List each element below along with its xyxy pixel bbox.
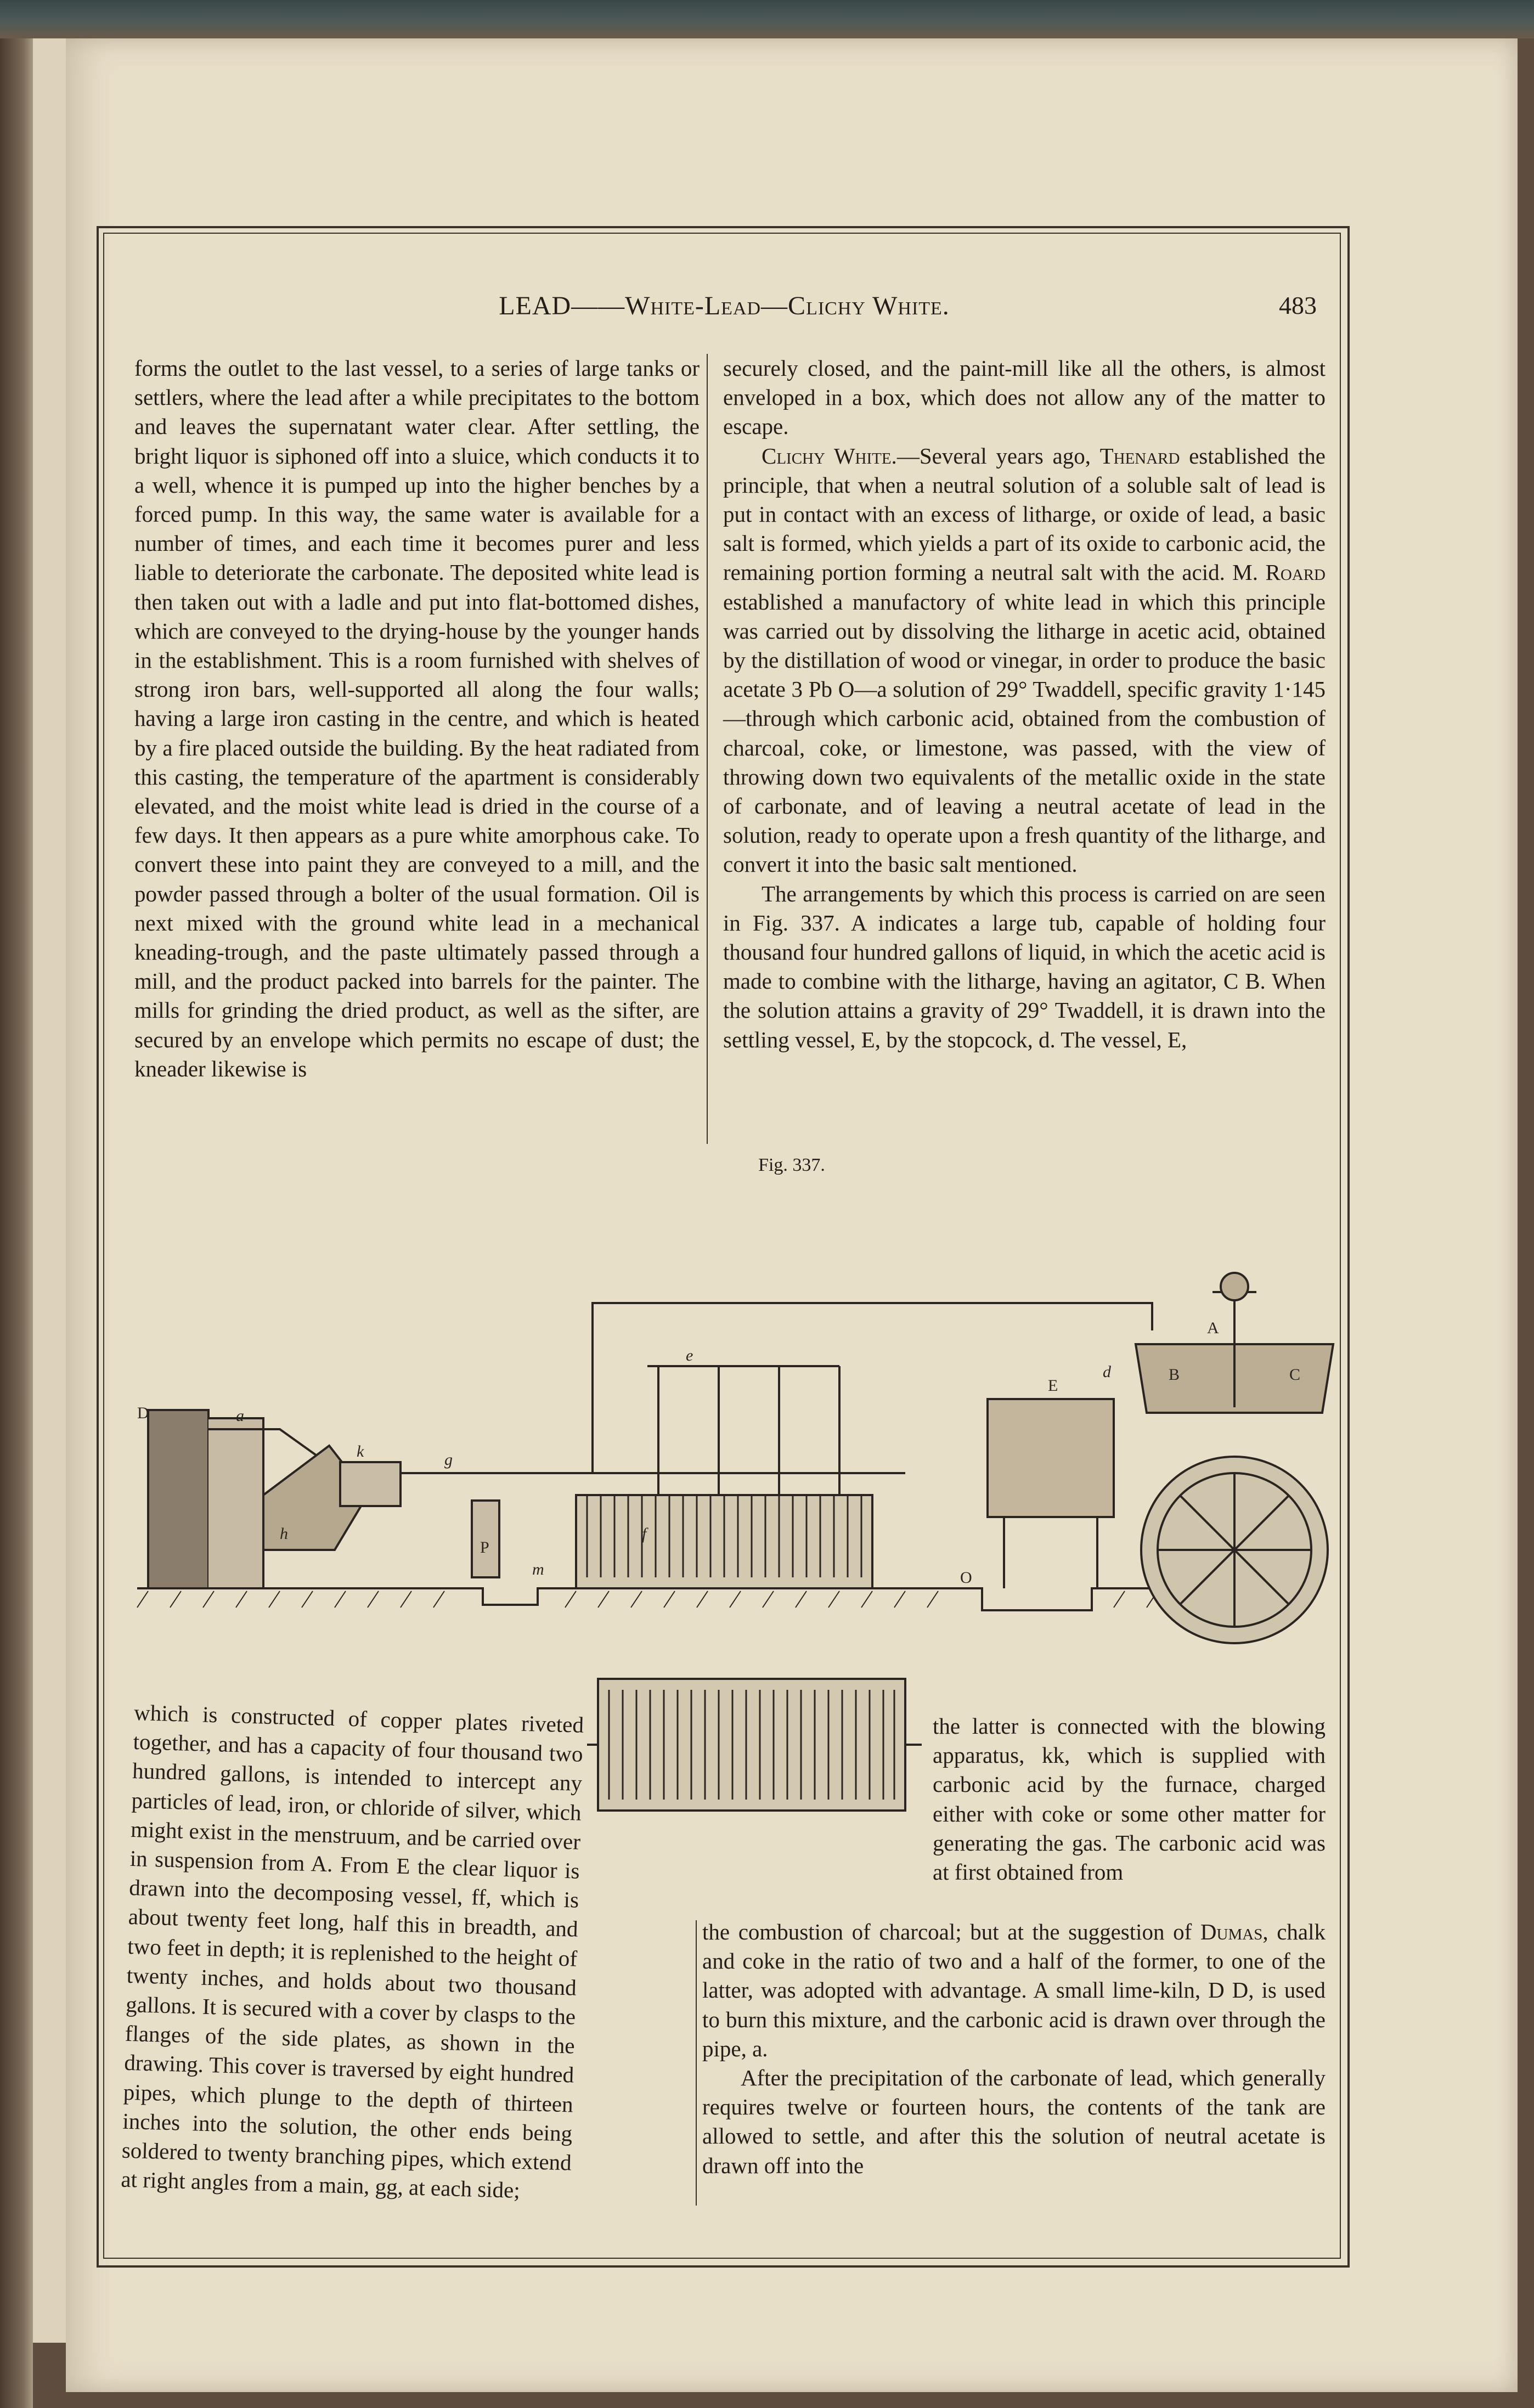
right-paragraph-3: The arrangements by which this process is carried on are seen in Fig. 337. A indicates a large tub, capable of holding four thousand four hundred gallons of liquid, in which the acetic acid is made to combine with the litharge, having an agitator, C B. When the solution attains a gravity of 29° Twaddell, it is drawn into the settling vessel, E, by the stopcock, d. The vessel, E, bbox=[723, 881, 1326, 1052]
right-paragraph-1: securely closed, and the paint-mill like all the others, is almost enveloped in a box, which does not allow any of the matter to escape. bbox=[723, 356, 1326, 439]
label-E: E bbox=[1048, 1377, 1058, 1395]
left-paragraph-1: forms the outlet to the last vessel, to a series of large tanks or settlers, where the lead after a while precipitates to the bottom and leaves the supernatant water clear. After settling, the bright liquor is siphoned off into a sluice, which conducts it to a well, whence it is pumped up into the higher benches by a forced pump. In this way, the same water is available for a number of times, and each time it becomes purer and less liable to deteriorate the carbonate. The deposited white lead is then taken out with a ladle and put into flat-bottomed dishes, which are conveyed to the drying-house by the younger hands in the establishment. This is a room furnished with shelves of strong iron bars, well-supported all along the four walls; having a large iron casting in the centre, and which is heated by a fire placed outside the building. By the heat radiated from this casting, the temperature of the apartment is considerably elevated, and the moist white lead is dried in the course of a few days. It then appears as a pure white amorphous cake. To convert these into paint they are conveyed to a mill, and the powder passed through a bolter of the usual formation. Oil is next mixed with the ground white lead in a mechanical kneading-trough, and the paste ultimately passed through a mill, and the product packed into barrels for the painter. The mills for grinding the dried product, as well as the sifter, are secured by an envelope which permits no escape of dust; the kneader likewise is bbox=[134, 356, 700, 1081]
settling-vessel-E bbox=[988, 1399, 1114, 1517]
name-thenard: Thenard bbox=[1099, 443, 1180, 469]
bottom-right-text bbox=[702, 1918, 1326, 2180]
label-a: a bbox=[236, 1407, 244, 1425]
label-m: m bbox=[532, 1560, 544, 1578]
running-title: LEAD——White-Lead—Clichy White. bbox=[499, 291, 950, 320]
label-B: B bbox=[1169, 1366, 1180, 1384]
running-head bbox=[132, 291, 1317, 329]
label-D: D bbox=[137, 1404, 149, 1422]
right-column bbox=[723, 354, 1326, 1054]
right-p2-part2: established the principle, that when a neutral solution of a soluble salt of lead is put in contact with an excess of litharge, or oxide of lead, a basic salt is formed, which yields a part of its oxide to carbonic acid, the remaining portion forming a neutral salt with the acid. M. bbox=[723, 443, 1326, 585]
vessel-pipes bbox=[587, 1495, 861, 1577]
column-divider bbox=[707, 354, 708, 1144]
lime-kiln bbox=[148, 1410, 208, 1588]
label-A: A bbox=[1207, 1319, 1219, 1337]
book-spine bbox=[0, 38, 33, 2408]
bottom-right-paragraph-2: After the precipitation of the carbonate of lead, which generally requires twelve or fourteen hours, the contents of the tank are allowed to settle, and after this the solution of neutral acetate is drawn off into the bbox=[702, 2065, 1326, 2178]
left-column bbox=[134, 354, 700, 1084]
pipe-plan-frame bbox=[598, 1679, 905, 1811]
label-C: C bbox=[1289, 1366, 1301, 1384]
ground-hatching bbox=[137, 1591, 1158, 1608]
bottom-right-p1-part2: , chalk and coke in the ratio of two and a half of the former, to one of the latter, was adopted with advantage. A small lime-kiln, D D, is used to burn this mixture, and the carbonic acid is drawn over through the pipe, a. bbox=[702, 1919, 1326, 2061]
label-d: d bbox=[1103, 1363, 1111, 1381]
name-dumas: Dumas bbox=[1200, 1919, 1263, 1944]
section-heading-clichy-white: Clichy White. bbox=[762, 443, 897, 469]
right-p2-part1: —Several years ago, bbox=[896, 443, 1100, 469]
figure-caption: Fig. 337. bbox=[758, 1155, 825, 1175]
book-page bbox=[66, 38, 1518, 2392]
settling-vessel-stand bbox=[1004, 1517, 1097, 1588]
label-k: k bbox=[357, 1442, 364, 1460]
label-h: h bbox=[280, 1525, 288, 1543]
bottom-left-text: which is constructed of copper plates riveted together, and has a capacity of four thousand two hundred gallons, is intended to intercept any particles of lead, iron, or chloride of silver, which might exist in the menstruum, and be carried over in suspension from A. From E the clear liquor is drawn into the decomposing vessel, ff, which is about twenty feet long, half this in breadth, and two feet in depth; it is replenished to the height of twenty inches, and holds about two thousand gallons. It is secured with a cover by clasps to the flanges of the side plates, as shown in the drawing. This cover is traversed by eight hundred pipes, which plunge to the depth of thirteen inches into the solution, the other ends being soldered to twenty branching pipes, which extend at right angles from a main, gg, at each side; bbox=[120, 1699, 584, 2203]
label-f: f bbox=[642, 1525, 647, 1543]
label-g: g bbox=[444, 1451, 453, 1469]
ground-line bbox=[137, 1588, 1180, 1610]
tub-plan-spokes bbox=[1158, 1473, 1311, 1627]
figure-337-plan-of-pipes bbox=[582, 1657, 933, 1838]
bottom-right-text-top: the latter is connected with the blowing apparatus, kk, which is supplied with carbonic acid by the furnace, charged either with coke or some other matter for generating the gas. The carbonic acid was at first obtained from bbox=[933, 1713, 1326, 1885]
bottom-column-divider bbox=[696, 1920, 697, 2206]
right-paragraph-2 bbox=[723, 442, 1326, 879]
agitator-gear bbox=[1221, 1273, 1248, 1300]
bottom-right-paragraph-1 bbox=[702, 1918, 1326, 2063]
label-P: P bbox=[480, 1538, 489, 1557]
book-cover-edge bbox=[0, 0, 1534, 38]
overhead-frame-e bbox=[647, 1366, 839, 1495]
label-e: e bbox=[686, 1346, 693, 1364]
right-p2-part3: established a manufactory of white lead in which this principle was carried out by dissolving the litharge in acetic acid, obtained by the distillation of wood or vinegar, in order to produce the basic acetate 3 Pb O—a solution of 29° Twaddell, specific gravity 1·145—through which carbonic acid, obtained from the combustion of charcoal, coke, or limestone, was passed, with the view of throwing down two equivalents of the metallic oxide in the state of carbonate, and of leaving a neutral acetate of lead in the solution, ready to operate upon a fresh quantity of the litharge, and convert it into the basic salt mentioned. bbox=[723, 589, 1326, 877]
figure-337-apparatus bbox=[137, 1188, 1366, 1698]
kiln-body bbox=[208, 1418, 263, 1588]
page-number: 483 bbox=[1279, 291, 1317, 319]
name-roard: Roard bbox=[1265, 560, 1326, 585]
blowing-apparatus-k bbox=[340, 1462, 401, 1506]
label-O: O bbox=[960, 1569, 972, 1587]
previous-page-edge bbox=[33, 38, 67, 2343]
bottom-right-p1-part1: the combustion of charcoal; but at the suggestion of bbox=[702, 1919, 1200, 1944]
